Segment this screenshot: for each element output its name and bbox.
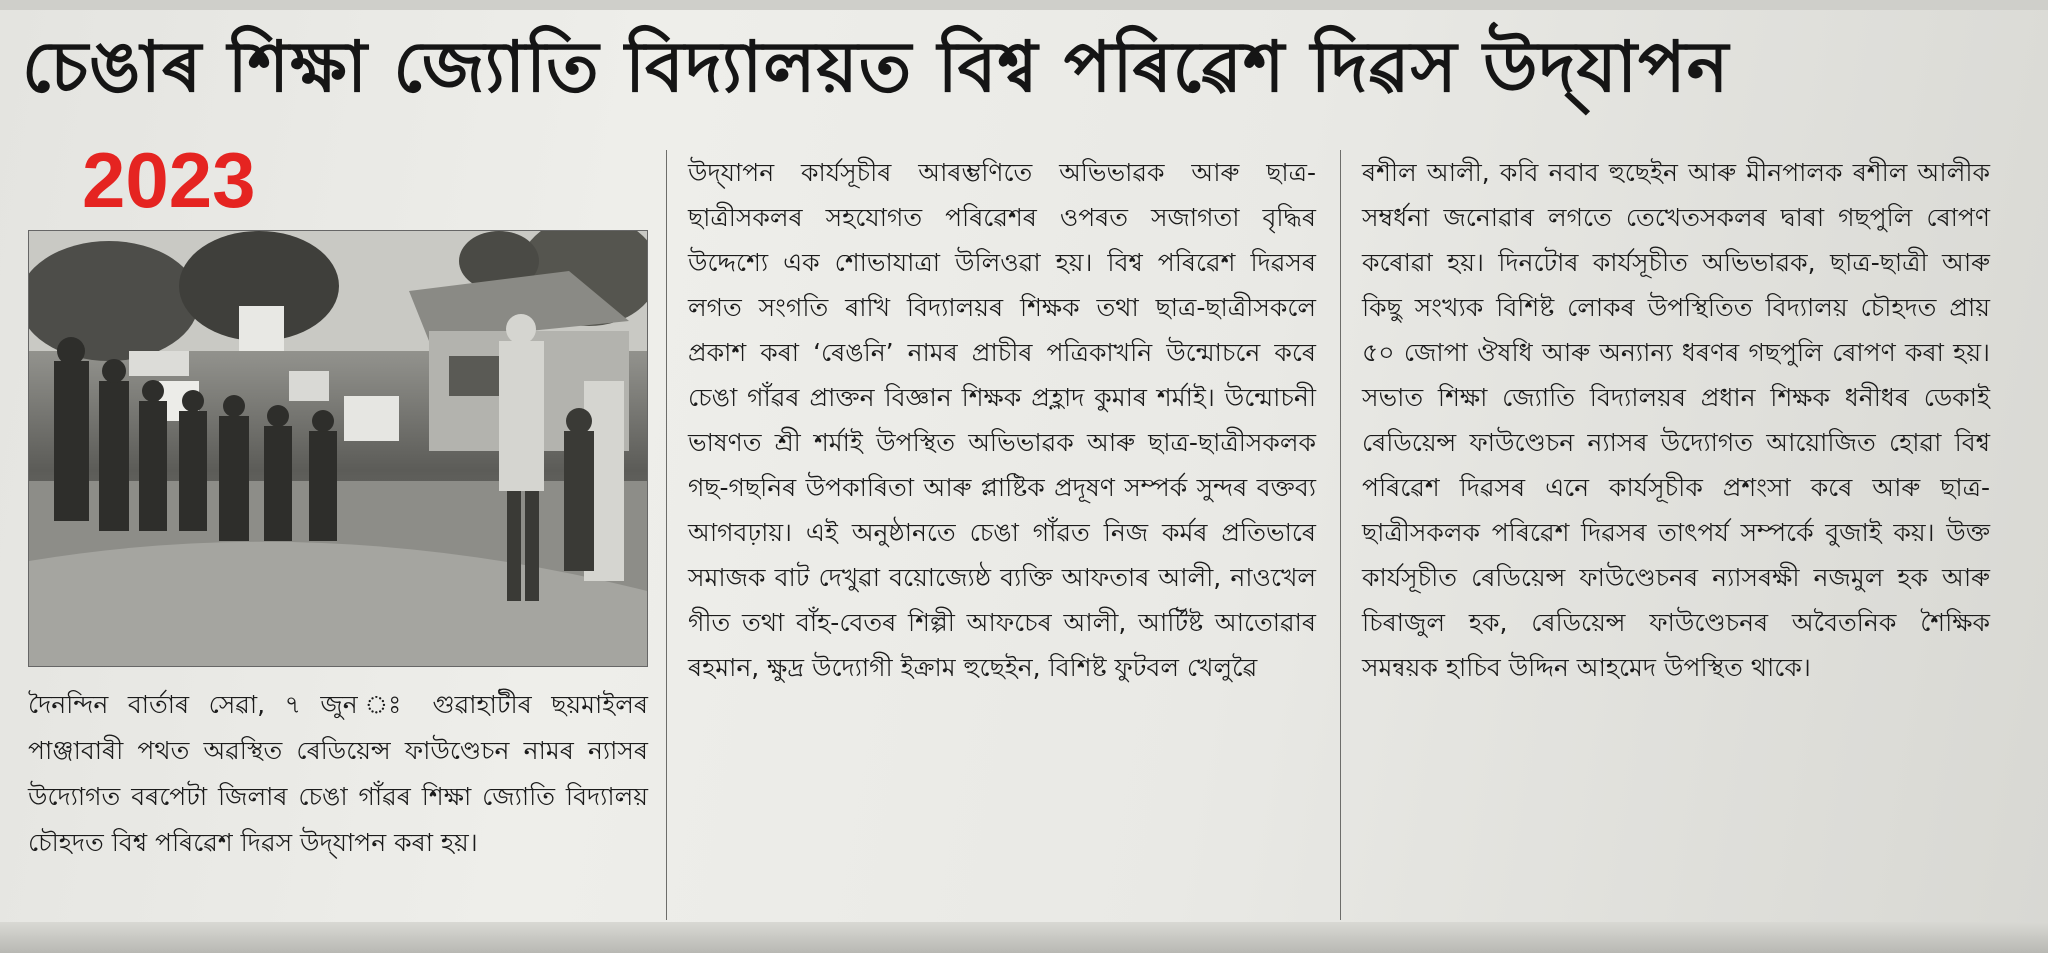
procession-photo-icon <box>29 231 647 666</box>
column-divider <box>1340 150 1341 920</box>
top-strip <box>0 0 2048 10</box>
article-column-1: দৈনন্দিন বাৰ্তাৰ সেৱা, ৭ জুন ঃ গুৱাহাটীৰ ছয়মাইলৰ পাঞ্জাবাৰী পথত অৱস্থিত ৰেডিয়েন্স ফাউণ্ডেচন নামৰ ন্যাসৰ উদ্যোগত বৰপেটা জিলাৰ চেঙা গাঁৱৰ শিক্ষা জ্যোতি বিদ্যালয় চৌহদত বিশ্ব পৰিৱেশ দিৱস উদ্‌যাপন কৰা হয়। <box>28 690 648 857</box>
article-column-3: ৰশীল আলী, কবি নবাব হুছেইন আৰু মীনপালক ৰশীল আলীক সম্বৰ্ধনা জনোৱাৰ লগতে তেখেতসকলৰ দ্বাৰা গছপুলি ৰোপণ কৰোৱা হয়। দিনটোৰ কাৰ্যসূচীত অভিভাৱক, ছাত্ৰ-ছাত্ৰী আৰু কিছু সংখ্যক বিশিষ্ট লোকৰ উপস্থিতিত বিদ্যালয় চৌহদত প্ৰায় ৫০ জোপা ঔষধি আৰু অন্যান্য ধৰণৰ গছপুলি ৰোপণ কৰা হয়। সভাত শিক্ষা জ্যোতি বিদ্যালয়ৰ প্ৰধান শিক্ষক ধনীধৰ ডেকাই ৰেডিয়েন্স ফাউণ্ডেচন ন্যাসৰ উদ্যোগত আয়োজিত হোৱা বিশ্ব পৰিৱেশ দিৱসৰ এনে কাৰ্যসূচীক প্ৰশংসা কৰে আৰু ছাত্ৰ-ছাত্ৰীসকলক পৰিৱেশ দিৱসৰ তাৎপৰ্য সম্পৰ্কে বুজাই কয়। উক্ত কাৰ্যসূচীত ৰেডিয়েন্স ফাউণ্ডেচনৰ ন্যাসৰক্ষী নজমুল হক আৰু চিৰাজুল হক, ৰেডিয়েন্স ফাউণ্ডেচনৰ অবৈতনিক শৈক্ষিক সমন্বয়ক হাচিব উদ্দিন আহমেদ উপস্থিত থাকে। <box>1362 158 1990 682</box>
bottom-edge <box>0 922 2048 953</box>
column-divider <box>666 150 667 920</box>
article-column-2: উদ্‌যাপন কাৰ্যসূচীৰ আৰম্ভণিতে অভিভাৱক আৰু ছাত্ৰ-ছাত্ৰীসকলৰ সহযোগত পৰিৱেশৰ ওপৰত সজাগতা বৃদ্ধিৰ উদ্দেশ্যে এক শোভাযাত্ৰা উলিওৱা হয়। বিশ্ব পৰিৱেশ দিৱসৰ লগত সংগতি ৰাখি বিদ্যালয়ৰ শিক্ষক তথা ছাত্ৰ-ছাত্ৰীসকলে প্ৰকাশ কৰা ‘ৰেঙনি’ নামৰ প্ৰাচীৰ পত্ৰিকাখনি উন্মোচনে কৰে চেঙা গাঁৱৰ প্ৰাক্তন বিজ্ঞান শিক্ষক প্ৰহ্লাদ কুমাৰ শৰ্মাই। উন্মোচনী ভাষণত শ্ৰী শৰ্মাই উপস্থিত অভিভাৱক আৰু ছাত্ৰ-ছাত্ৰীসকলক গছ-গছনিৰ উপকাৰিতা আৰু প্লাষ্টিক প্ৰদূষণ সম্পৰ্ক সুন্দৰ বক্তব্য আগবঢ়ায়। এই অনুষ্ঠানতে চেঙা গাঁৱত নিজ কৰ্মৰ প্ৰতিভাৰে সমাজক বাট দেখুৱা বয়োজ্যেষ্ঠ ব্যক্তি আফতাৰ আলী, নাওখেল গীত তথা বাঁহ-বেতৰ শিল্পী আফচেৰ আলী, আৰ্টিষ্ট আতোৱাৰ ৰহমান, ক্ষুদ্ৰ উদ্যোগী ইক্ৰাম হুছেইন, বিশিষ্ট ফুটবল খেলুৱৈ <box>688 158 1316 682</box>
news-photo <box>28 230 648 667</box>
headline: চেঙাৰ শিক্ষা জ্যোতি বিদ্যালয়ত বিশ্ব পৰিৱেশ দিৱস উদ্‌যাপন <box>22 25 1730 108</box>
year-label: 2023 <box>82 136 256 224</box>
